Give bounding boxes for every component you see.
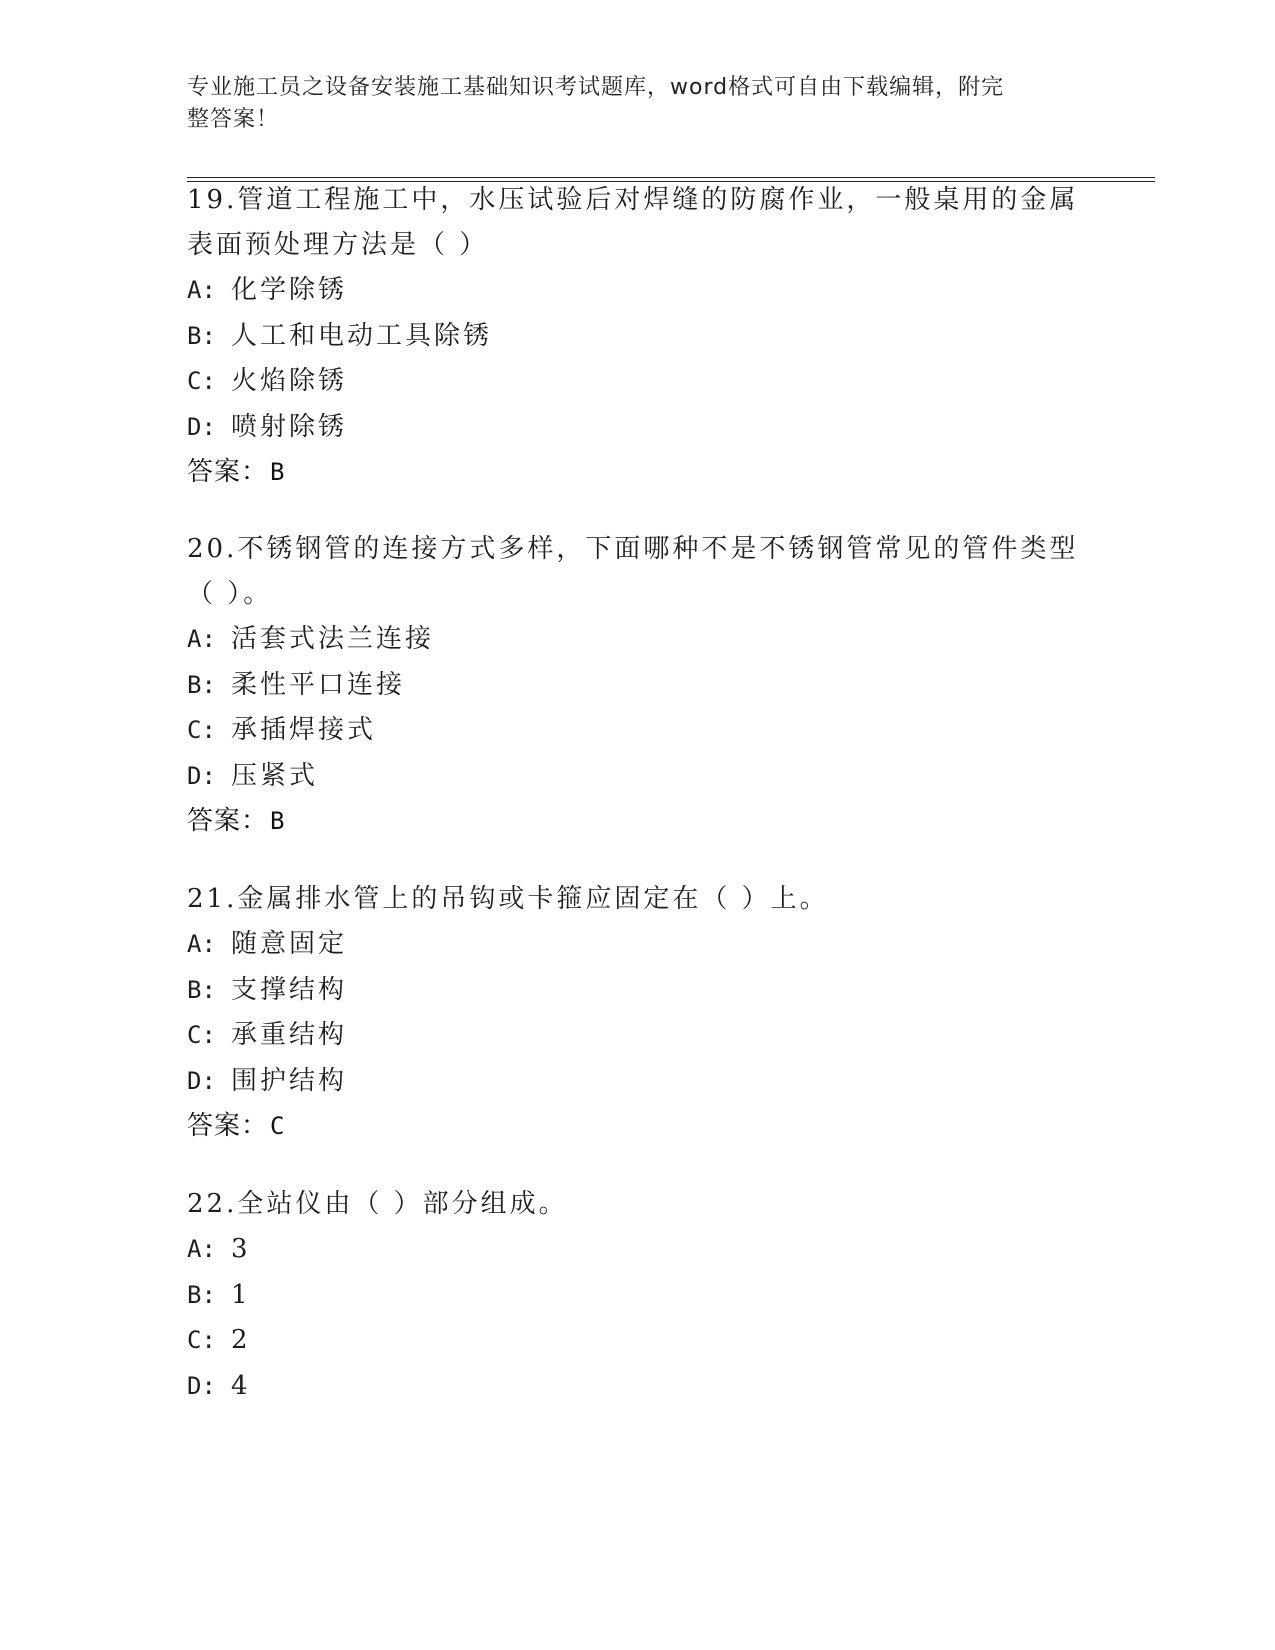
- option-letter: D:: [187, 1371, 216, 1400]
- question-22: [187, 1182, 1087, 1409]
- option-text: 化学除锈: [231, 275, 348, 305]
- question-21: [187, 877, 1087, 1149]
- option-a: [187, 1227, 1087, 1273]
- option-d: [187, 1364, 1087, 1410]
- document-header: [187, 72, 1087, 136]
- header-line-2: 整答案！: [187, 107, 280, 132]
- question-stem-line-1: 21.金属排水管上的吊钩或卡箍应固定在（ ）上。: [187, 884, 829, 914]
- question-19: [187, 178, 1087, 495]
- option-c: [187, 359, 1087, 405]
- option-text: 人工和电动工具除锈: [231, 320, 493, 351]
- option-d: [187, 754, 1087, 800]
- question-stem-line-1: 19.管道工程施工中，水压试验后对焊缝的防腐作业，一般桌用的金属: [187, 185, 1079, 215]
- answer-label: 答案：: [187, 1111, 269, 1141]
- option-text: 承重结构: [231, 1020, 348, 1050]
- answer-line: [187, 1104, 1087, 1149]
- option-text: 火焰除锈: [231, 366, 348, 396]
- answer-value: B: [270, 458, 286, 486]
- option-text: 支撑结构: [231, 974, 348, 1005]
- option-text: 2: [231, 1325, 251, 1355]
- option-letter: C:: [187, 716, 216, 744]
- option-b: [187, 968, 1087, 1014]
- question-stem: [187, 877, 1087, 922]
- option-d: [187, 405, 1087, 451]
- option-c: [187, 1013, 1087, 1059]
- option-letter: D:: [187, 1066, 216, 1095]
- option-letter: C:: [187, 1326, 216, 1354]
- option-letter: A:: [187, 1235, 216, 1263]
- option-letter: A:: [187, 276, 216, 304]
- answer-label: 答案：: [187, 806, 269, 836]
- answer-value: C: [270, 1112, 286, 1140]
- question-stem-line-2: （ ）。: [187, 579, 273, 609]
- option-letter: B:: [187, 1280, 216, 1309]
- option-text: 压紧式: [231, 760, 319, 791]
- option-letter: A:: [187, 625, 216, 653]
- option-a: [187, 617, 1087, 663]
- option-letter: D:: [187, 412, 216, 441]
- option-a: [187, 268, 1087, 314]
- option-b: [187, 1273, 1087, 1319]
- answer-label: 答案：: [187, 457, 269, 487]
- option-text: 围护结构: [231, 1065, 348, 1096]
- header-line-1: 专业施工员之设备安装施工基础知识考试题库，word格式可自由下载编辑，附完: [187, 75, 1005, 100]
- question-stem: [187, 527, 1087, 617]
- answer-line: [187, 799, 1087, 844]
- option-text: 喷射除锈: [231, 411, 348, 442]
- option-text: 承插焊接式: [231, 715, 377, 745]
- option-text: 3: [231, 1234, 251, 1264]
- option-letter: B:: [187, 975, 216, 1004]
- option-text: 柔性平口连接: [231, 669, 406, 700]
- option-b: [187, 314, 1087, 360]
- option-text: 1: [231, 1279, 251, 1310]
- option-text: 活套式法兰连接: [231, 624, 435, 654]
- question-20: [187, 527, 1087, 844]
- option-letter: B:: [187, 321, 216, 350]
- question-stem-line-1: 20.不锈钢管的连接方式多样，下面哪种不是不锈钢管常见的管件类型: [187, 534, 1079, 564]
- option-b: [187, 663, 1087, 709]
- option-letter: C:: [187, 1021, 216, 1049]
- option-letter: D:: [187, 761, 216, 790]
- question-stem-line-2: 表面预处理方法是（ ）: [187, 230, 489, 260]
- option-a: [187, 922, 1087, 968]
- option-letter: C:: [187, 367, 216, 395]
- answer-value: B: [270, 807, 286, 835]
- option-c: [187, 708, 1087, 754]
- option-text: 4: [231, 1370, 251, 1401]
- option-letter: A:: [187, 930, 216, 958]
- option-d: [187, 1059, 1087, 1105]
- option-letter: B:: [187, 670, 216, 699]
- question-stem: [187, 178, 1087, 268]
- option-c: [187, 1318, 1087, 1364]
- question-stem-line-1: 22.全站仪由（ ）部分组成。: [187, 1189, 568, 1219]
- answer-line: [187, 450, 1087, 495]
- option-text: 随意固定: [231, 929, 348, 959]
- question-stem: [187, 1182, 1087, 1227]
